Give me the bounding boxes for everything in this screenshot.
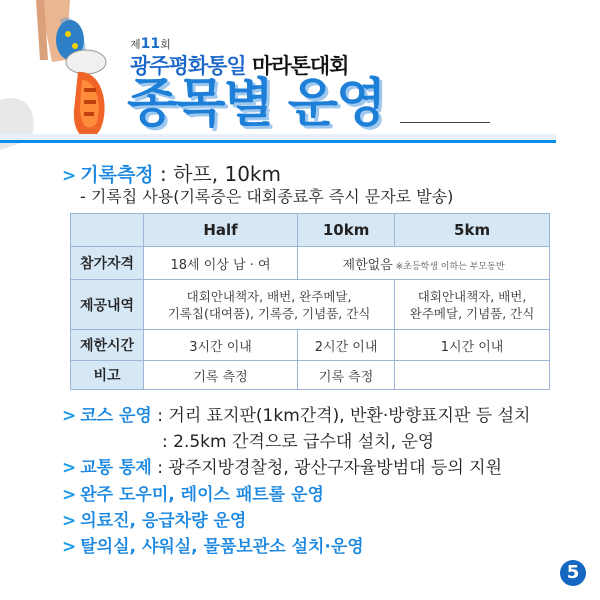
table-row: [71, 280, 550, 330]
row-header: 제공내역: [71, 280, 144, 330]
col-header-5km: 5km: [395, 214, 550, 247]
traffic-label: 교통 통제: [80, 458, 152, 478]
course-line-2: : 2.5km 간격으로 급수대 설치, 운영: [162, 432, 435, 452]
title-underline: [400, 122, 490, 123]
arrow-icon: >: [62, 485, 77, 505]
course-label: 코스 운영: [80, 406, 152, 426]
cell-text: 제한없음: [342, 257, 393, 273]
table-row: [71, 247, 550, 280]
table-cell-merged: [144, 280, 395, 330]
col-header-10km: 10km: [298, 214, 395, 247]
table-header-row: [71, 214, 550, 247]
event-title-blue: 광주평화통일: [130, 54, 246, 78]
row-header: 비고: [71, 361, 144, 390]
table-cell: 기록 측정: [298, 361, 395, 390]
bullet-item: [62, 480, 324, 505]
cell-note: ※초등학생 이하는 부모동반: [392, 261, 505, 272]
table-cell: [395, 280, 550, 330]
record-measure-line: [62, 158, 281, 187]
arrow-icon: >: [62, 537, 77, 557]
traffic-line: [62, 453, 502, 478]
cell-line: 완주메달, 기념품, 간식: [409, 305, 535, 321]
arrow-icon: >: [62, 458, 77, 478]
page-title: 종목별 운영: [127, 74, 385, 134]
table-cell: 18세 이상 남 · 여: [144, 247, 298, 280]
cell-line: 대회안내책자, 배번,: [417, 288, 527, 304]
table-cell: 1시간 이내: [395, 330, 550, 361]
table-cell: 2시간 이내: [298, 330, 395, 361]
course-text-1: : 거리 표지판(1km간격), 반환·방향표지판 등 설치: [151, 406, 531, 426]
bullet-item: [62, 506, 246, 531]
cell-line: 기록칩(대여품), 기록증, 기념품, 간식: [167, 305, 371, 321]
row-header: 참가자격: [71, 247, 144, 280]
event-table: [70, 213, 550, 390]
arrow-icon: >: [62, 406, 77, 426]
table-row: [71, 330, 550, 361]
table-cell: [395, 361, 550, 390]
chip-note: - 기록칩 사용(기록증은 대회종료후 즉시 문자로 발송): [80, 187, 454, 206]
table-cell: 3시간 이내: [144, 330, 298, 361]
col-header-half: Half: [144, 214, 298, 247]
bullet-item: [62, 532, 364, 557]
page-number-badge: 5: [560, 560, 586, 586]
bullet-text: 탈의실, 샤워실, 물품보관소 설치·운영: [80, 537, 364, 557]
record-measure-colon: :: [153, 162, 174, 186]
record-measure-value: 하프, 10km: [173, 162, 281, 186]
runner-illustration: [0, 0, 112, 150]
record-measure-label: 기록측정: [80, 164, 154, 186]
table-row: [71, 361, 550, 390]
traffic-text: : 광주지방경찰청, 광산구자율방범대 등의 지원: [151, 458, 503, 478]
bullet-text: 완주 도우미, 레이스 패트롤 운영: [80, 485, 324, 505]
table-corner: [71, 214, 144, 247]
event-title-black: 마라톤대회: [245, 54, 349, 78]
row-header: 제한시간: [71, 330, 144, 361]
arrow-icon: >: [62, 511, 77, 531]
course-line-1: [62, 401, 530, 426]
table-cell: 기록 측정: [144, 361, 298, 390]
header-divider: [0, 140, 556, 143]
arrow-icon: >: [62, 166, 77, 186]
edition-number: 11: [140, 36, 161, 52]
edition-prefix: 제: [130, 38, 141, 51]
cell-line: 대회안내책자, 배번, 완주메달,: [186, 288, 352, 304]
table-cell-merged: [298, 247, 550, 280]
bullet-text: 의료진, 응급차량 운영: [80, 511, 247, 531]
edition-suffix: 회: [160, 38, 171, 51]
